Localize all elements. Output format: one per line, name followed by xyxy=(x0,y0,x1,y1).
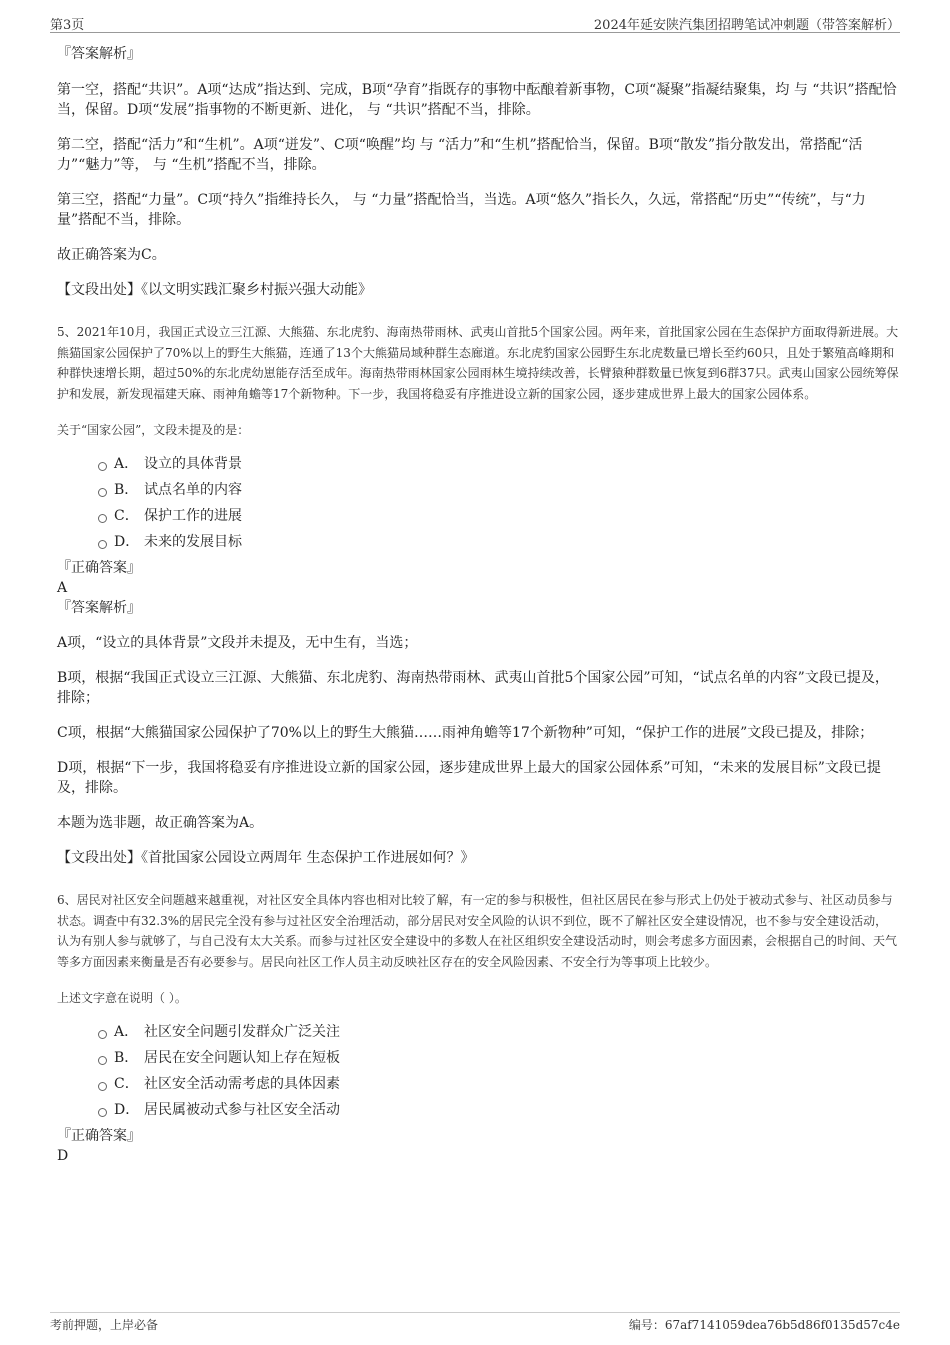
q4-source: 【文段出处】《以文明实践汇聚乡村振兴强大动能》 xyxy=(57,282,372,298)
page-content xyxy=(57,44,899,1166)
q6-answer: D xyxy=(57,1148,69,1164)
q5-question-text: 5、2021年10月，我国正式设立三江源、大熊猫、东北虎豹、海南热带雨林、武夷山首批5个国家公园。两年来，首批国家公园在生态保护方面取得新进展。大熊猫国家公园保护了70%以上的野生大熊猫，连通了13个大熊猫局域种群生态廊道。东北虎豹国家公园野生东北虎数量已增长至约60只，且处于繁殖高峰期和种群快速增长期，超过50%的东北虎幼崽能存活至成年。海南热带雨林国家公园雨林生境持续改善，长臂猿种群数量已恢复到6群37只。武夷山国家公园统筹保护和发展，新发现福建天麻、雨神角蟾等17个新物种。下一步，我国将稳妥有序推进设立新的国家公园，逐步建成世界上最大的国家公园体系。 xyxy=(57,325,899,401)
page-header xyxy=(50,12,900,33)
q6-answer-label: 『正确答案』 xyxy=(57,1128,141,1144)
page-number: 第3页 xyxy=(50,18,85,33)
option-text: 社区安全问题引发群众广泛关注 xyxy=(144,1024,340,1040)
q6-option-a[interactable] xyxy=(57,1022,899,1048)
option-letter: D． xyxy=(114,1102,140,1118)
q6-option-d[interactable] xyxy=(57,1100,899,1126)
q5-option-c[interactable] xyxy=(57,506,899,532)
option-letter: A． xyxy=(114,1024,139,1040)
radio-icon[interactable] xyxy=(98,514,107,523)
q5-options xyxy=(57,454,899,558)
option-text: 设立的具体背景 xyxy=(144,456,242,472)
q4-analysis-para-4: 故正确答案为C。 xyxy=(57,247,166,263)
q6-options xyxy=(57,1022,899,1126)
q6-option-c[interactable] xyxy=(57,1074,899,1100)
q5-analysis-d: D项，根据“下一步，我国将稳妥有序推进设立新的国家公园，逐步建成世界上最大的国家公园体系”可知，“未来的发展目标”文段已提及，排除。 xyxy=(57,760,881,796)
radio-icon[interactable] xyxy=(98,1108,107,1117)
option-text: 社区安全活动需考虑的具体因素 xyxy=(144,1076,340,1092)
q4-analysis-label: 『答案解析』 xyxy=(57,46,141,62)
radio-icon[interactable] xyxy=(98,540,107,549)
option-letter: C． xyxy=(114,1076,139,1092)
q5-answer-label: 『正确答案』 xyxy=(57,560,141,576)
option-letter: B． xyxy=(114,482,139,498)
radio-icon[interactable] xyxy=(98,1082,107,1091)
option-text: 居民在安全问题认知上存在短板 xyxy=(144,1050,340,1066)
q5-analysis-b: B项，根据“我国正式设立三江源、大熊猫、东北虎豹、海南热带雨林、武夷山首批5个国家公园”可知，“试点名单的内容”文段已提及，排除； xyxy=(57,670,889,706)
option-letter: A． xyxy=(114,456,139,472)
q5-analysis-label: 『答案解析』 xyxy=(57,600,141,616)
option-text: 试点名单的内容 xyxy=(144,482,242,498)
document-title: 2024年延安陕汽集团招聘笔试冲刺题（带答案解析） xyxy=(593,18,900,33)
option-letter: B． xyxy=(114,1050,139,1066)
option-text: 居民属被动式参与社区安全活动 xyxy=(144,1102,340,1118)
q5-answer: A xyxy=(57,580,68,596)
option-letter: D． xyxy=(114,534,140,550)
option-text: 保护工作的进展 xyxy=(144,508,242,524)
option-letter: C． xyxy=(114,508,139,524)
q6-question-text: 6、居民对社区安全问题越来越重视，对社区安全具体内容也相对比较了解，有一定的参与积极性，但社区居民在参与形式上仍处于被动式参与、社区动员参与状态。调查中有32.3%的居民完全没有参与过社区安全治理活动，部分居民对安全风险的认识不到位，既不了解社区安全建设情况，也不参与安全建设活动，认为有别人参与就够了，与自己没有太大关系。而参与过社区安全建设中的多数人在社区组织安全建设活动时，则会考虑多方面因素，会根据自己的时间、天气等多方面因素来衡量是否有必要参与。居民向社区工作人员主动反映社区存在的安全风险因素、不安全行为等事项上比较少。 xyxy=(57,893,898,969)
q4-analysis-para-3: 第三空，搭配“力量”。C项“持久”指维持长久， 与 “力量”搭配恰当，当选。A项“悠久”指长久，久远，常搭配“历史”“传统”，与“力量”搭配不当，排除。 xyxy=(57,192,866,228)
q5-source: 【文段出处】《首批国家公园设立两周年 生态保护工作进展如何？》 xyxy=(57,850,475,866)
page-footer xyxy=(50,1312,900,1335)
q5-option-a[interactable] xyxy=(57,454,899,480)
q4-analysis-para-2: 第二空，搭配“活力”和“生机”。A项“迸发”、C项“唤醒”均 与 “活力”和“生机”搭配恰当，保留。B项“散发”指分散发出，常搭配“活力”“魅力”等， 与 “生机”搭配不当，排除。 xyxy=(57,137,863,173)
footer-slogan: 考前押题，上岸必备 xyxy=(50,1318,159,1332)
option-text: 未来的发展目标 xyxy=(144,534,242,550)
q5-option-d[interactable] xyxy=(57,532,899,558)
q5-analysis-a: A项，“设立的具体背景”文段并未提及，无中生有，当选； xyxy=(57,635,418,651)
radio-icon[interactable] xyxy=(98,488,107,497)
document-id: 编号：67af7141059dea76b5d86f0135d57c4e xyxy=(628,1318,900,1332)
q5-analysis-conclusion: 本题为选非题，故正确答案为A。 xyxy=(57,815,264,831)
radio-icon[interactable] xyxy=(98,462,107,471)
q5-question-prompt: 关于“国家公园”，文段未提及的是： xyxy=(57,423,250,437)
q5-option-b[interactable] xyxy=(57,480,899,506)
radio-icon[interactable] xyxy=(98,1030,107,1039)
q4-analysis-para-1: 第一空，搭配“共识”。A项“达成”指达到、完成，B项“孕育”指既存的事物中酝酿着新事物，C项“凝聚”指凝结聚集，均 与 “共识”搭配恰当，保留。D项“发展”指事物的不断更新、进化， 与 “共识”搭配不当，排除。 xyxy=(57,82,897,118)
radio-icon[interactable] xyxy=(98,1056,107,1065)
q6-question-prompt: 上述文字意在说明（ ）。 xyxy=(57,991,187,1005)
q6-option-b[interactable] xyxy=(57,1048,899,1074)
q5-analysis-c: C项，根据“大熊猫国家公园保护了70%以上的野生大熊猫……雨神角蟾等17个新物种”可知，“保护工作的进展”文段已提及，排除； xyxy=(57,725,874,741)
